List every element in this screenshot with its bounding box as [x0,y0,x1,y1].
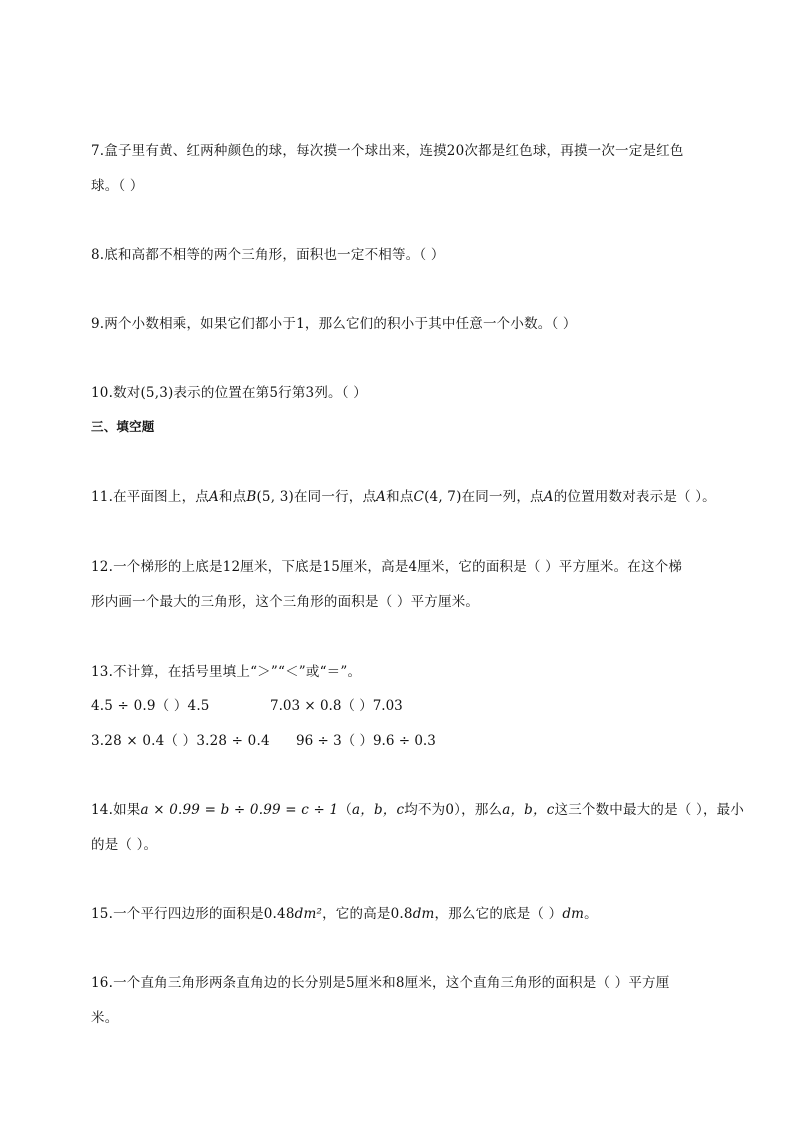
q11-c-coord: (4, 7) [424,489,462,505]
q15-text-1: 15.一个平行四边形的面积是0.48 [91,906,295,922]
q15-unit-3: dm [562,906,585,922]
question-13-row-1-col-1: 4.5 ÷ 0.9（ ）4.5 [91,698,210,714]
question-13-row-2-col-2: 96 ÷ 3（ ）9.6 ÷ 0.3 [296,733,436,749]
q11-point-a-2: A [376,489,387,505]
question-8: 8.底和高都不相等的两个三角形，面积也一定不相等。（ ） [91,247,445,263]
question-12-line-1: 12.一个梯形的上底是12厘米，下底是15厘米，高是4厘米，它的面积是（ ）平方厘米。在这个梯 [91,559,683,575]
question-12-line-2: 形内画一个最大的三角形，这个三角形的面积是（ ）平方厘米。 [91,594,480,610]
question-15 [91,902,598,922]
q11-point-a: A [208,489,219,505]
q11-point-a-3: A [543,489,554,505]
question-13-row-2-col-1: 3.28 × 0.4（ ）3.28 ÷ 0.4 [91,733,270,749]
q14-expression: a × 0.99 = b ÷ 0.99 = c ÷ 1 [140,802,339,818]
q11-text-4: 和点 [386,489,414,505]
q14-text-4: 这三个数中最大的是（ ），最小 [554,802,745,818]
q11-text-1: 11.在平面图上，点 [91,489,209,505]
q11-b-coord: (5, 3) [256,489,294,505]
q11-text-2: 和点 [218,489,247,505]
q11-text-6: 的位置用数对表示是（ ）。 [553,489,716,505]
q14-variables-1: a，b，c [352,802,405,818]
question-11 [91,485,716,505]
q15-unit-1: dm² [294,906,323,922]
question-16-line-2: 米。 [91,1010,119,1026]
q15-unit-2: dm [412,906,435,922]
q14-variables-2: a，b，c [502,802,555,818]
question-9: 9.两个小数相乘，如果它们都小于1，那么它们的积小于其中任意一个小数。（ ） [91,316,577,332]
q11-point-b: B [246,489,257,505]
question-14-line-2: 的是（ ）。 [91,837,158,853]
q14-text-2: （ [338,802,353,818]
question-14-line-1 [91,798,744,818]
q15-text-2: ，它的高是0.8 [322,906,413,922]
q11-text-5: 在同一列，点 [461,489,544,505]
question-16-line-1: 16.一个直角三角形两条直角边的长分别是5厘米和8厘米，这个直角三角形的面积是（ ）平方厘 [91,975,670,991]
q14-text-3: 均不为0），那么 [404,802,503,818]
question-10: 10.数对(5,3)表示的位置在第5行第3列。（ ） [91,385,367,401]
q14-text-1: 14.如果 [91,802,141,818]
question-13-row-1-col-2: 7.03 × 0.8（ ）7.03 [270,698,403,714]
q11-point-c: C [413,489,425,505]
q11-text-3: 在同一行，点 [293,489,377,505]
question-13-line-1: 13.不计算，在括号里填上“＞”“＜”或“＝”。 [91,664,362,680]
section-title: 三、填空题 [91,419,155,434]
q15-text-4: 。 [584,906,598,922]
question-7-line-2: 球。（ ） [91,178,144,194]
q15-text-3: ，那么它的底是（ ） [434,906,563,922]
question-7-line-1: 7.盒子里有黄、红两种颜色的球，每次摸一个球出来，连摸20次都是红色球，再摸一次一定是红色 [91,143,684,159]
